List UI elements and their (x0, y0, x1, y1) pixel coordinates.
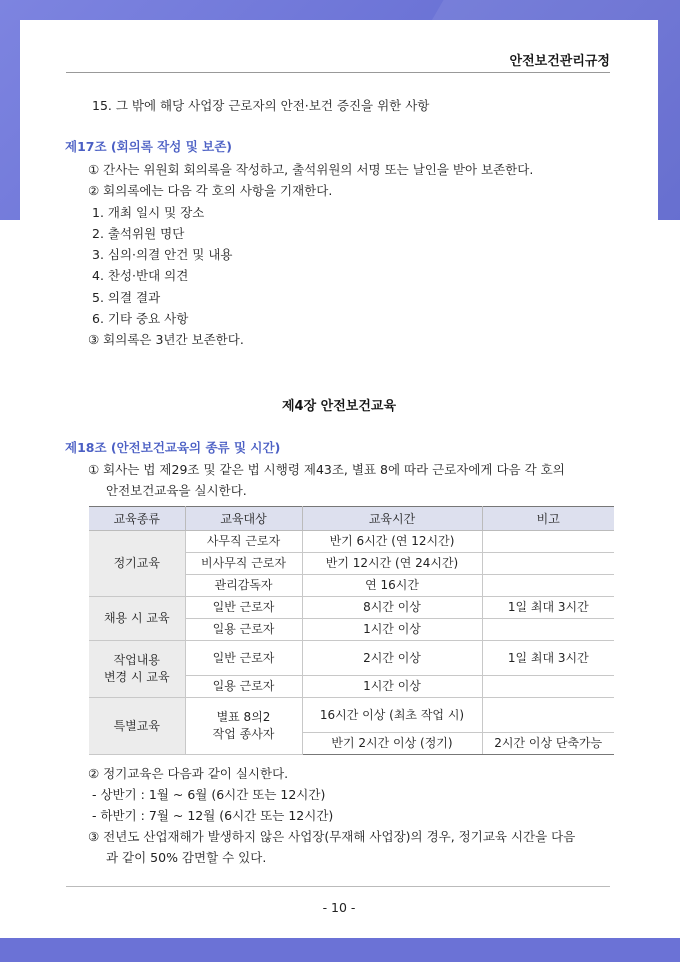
category-cell (89, 641, 185, 698)
table-header-cell: 비고 (482, 507, 614, 531)
category-cell: 채용 시 교육 (89, 597, 185, 641)
table-cell: 반기 12시간 (연 24시간) (302, 553, 482, 575)
table-header-row (89, 507, 614, 531)
table-cell: 일반 근로자 (185, 597, 302, 619)
education-table (89, 506, 614, 755)
table-cell: 일용 근로자 (185, 676, 302, 698)
table-cell (482, 575, 614, 597)
table-cell: 사무직 근로자 (185, 531, 302, 553)
table-header-cell: 교육시간 (302, 507, 482, 531)
table-cell (482, 531, 614, 553)
table-cell: 연 16시간 (302, 575, 482, 597)
table-cell: 16시간 이상 (최초 작업 시) (302, 698, 482, 733)
article18-heading: 제18조 (안전보건교육의 종류 및 시간) (65, 440, 281, 455)
article16-item15: 15. 그 밖에 해당 사업장 근로자의 안전·보건 증진을 위한 사항 (92, 98, 430, 113)
table-cell: 1시간 이상 (302, 619, 482, 641)
target-line: 작업 종사자 (212, 727, 275, 741)
table-cell: 일반 근로자 (185, 641, 302, 676)
category-line: 변경 시 교육 (103, 670, 170, 684)
header-rule (66, 72, 610, 73)
table-row (89, 698, 614, 733)
article17-item3: 3. 심의·의결 안건 및 내용 (92, 247, 233, 262)
category-cell: 정기교육 (89, 531, 185, 597)
table-cell (482, 619, 614, 641)
table-cell: 관리감독자 (185, 575, 302, 597)
article18-first-half: - 상반기 : 1월 ~ 6월 (6시간 또는 12시간) (92, 787, 326, 802)
article17-para3: ③ 회의록은 3년간 보존한다. (88, 332, 244, 347)
table-cell: 일용 근로자 (185, 619, 302, 641)
table-row (89, 531, 614, 553)
table-cell (482, 676, 614, 698)
category-line: 작업내용 (113, 653, 160, 667)
chapter4-title: 제4장 안전보건교육 (281, 399, 397, 414)
footer-rule (66, 886, 610, 887)
table-cell: 8시간 이상 (302, 597, 482, 619)
article18-para1-line2: 안전보건교육을 실시한다. (106, 483, 247, 498)
table-header-cell: 교육대상 (185, 507, 302, 531)
article17-item6: 6. 기타 중요 사항 (92, 311, 189, 326)
table-cell: 2시간 이상 (302, 641, 482, 676)
table-cell: 1일 최대 3시간 (482, 641, 614, 676)
article18-para3-line1: ③ 전년도 산업재해가 발생하지 않은 사업장(무재해 사업장)의 경우, 정기교육 시간을 다음 (88, 829, 576, 844)
table-cell: 1일 최대 3시간 (482, 597, 614, 619)
article18-para1-line1: ① 회사는 법 제29조 및 같은 법 시행령 제43조, 별표 8에 따라 근로자에게 다음 각 호의 (88, 462, 565, 477)
article18-para2: ② 정기교육은 다음과 같이 실시한다. (88, 766, 289, 781)
table-header-cell: 교육종류 (89, 507, 185, 531)
table-cell (482, 553, 614, 575)
table-row (89, 597, 614, 619)
table-cell: 비사무직 근로자 (185, 553, 302, 575)
running-header-title: 안전보건관리규정 (509, 54, 610, 69)
article17-item4: 4. 찬성·반대 의견 (92, 268, 189, 283)
table-cell (185, 698, 302, 755)
target-line: 별표 8의2 (216, 710, 271, 724)
article17-para2: ② 회의록에는 다음 각 호의 사항을 기재한다. (88, 183, 333, 198)
table-cell: 2시간 이상 단축가능 (482, 733, 614, 755)
article17-item1: 1. 개최 일시 및 장소 (92, 205, 205, 220)
article17-heading: 제17조 (회의록 작성 및 보존) (65, 139, 232, 154)
category-cell: 특별교육 (89, 698, 185, 755)
table-row (89, 641, 614, 676)
table-cell (482, 698, 614, 733)
article17-item5: 5. 의결 결과 (92, 290, 161, 305)
article18-second-half: - 하반기 : 7월 ~ 12월 (6시간 또는 12시간) (92, 808, 334, 823)
article17-para1: ① 간사는 위원회 회의록을 작성하고, 출석위원의 서명 또는 날인을 받아 보존한다. (88, 162, 534, 177)
table-cell: 반기 2시간 이상 (정기) (302, 733, 482, 755)
table-cell: 1시간 이상 (302, 676, 482, 698)
table-cell: 반기 6시간 (연 12시간) (302, 531, 482, 553)
article18-para3-line2: 과 같이 50% 감면할 수 있다. (106, 850, 267, 865)
article17-item2: 2. 출석위원 명단 (92, 226, 185, 241)
document-page (20, 20, 658, 938)
page-number: - 10 - (322, 900, 356, 915)
background-bottom-band (0, 938, 680, 962)
